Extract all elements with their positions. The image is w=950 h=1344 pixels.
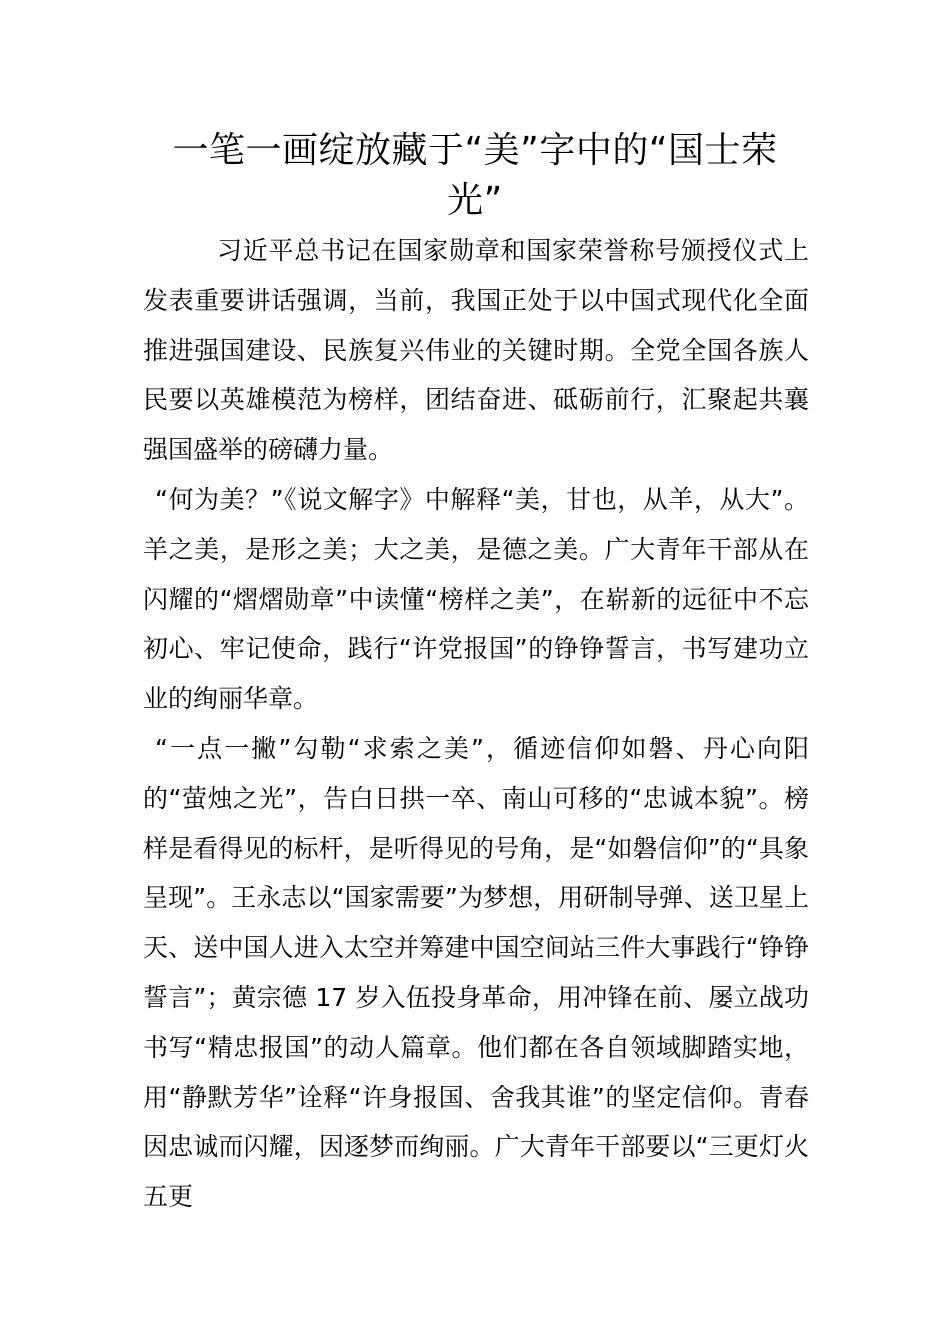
document-body bbox=[143, 226, 809, 1222]
document-title: 一笔一画绽放藏于“美”字中的“国士荣光” bbox=[172, 130, 778, 221]
paragraph-3: “一点一撇”勾勒“求索之美”，循迹信仰如磐、丹心向阳的“萤烛之光”，告白日拱一卒、南山可移的“忠诚本貌”。榜样是看得见的标杆，是听得见的号角，是“如磐信仰”的“具象呈现”。王永志以“国家需要”为梦想，用研制导弹、送卫星上天、送中国人进入太空并筹建中国空间站三件大事践行“铮铮誓言”；黄宗德 17 岁入伍投身革命，用冲锋在前、屡立战功书写“精忠报国”的动人篇章。他们都在各自领域脚踏实地，用“静默芳华”诠释“许身报国、舍我其谁”的坚定信仰。青春因忠诚而闪耀，因逐梦而绚丽。广大青年干部要以“三更灯火五更 bbox=[143, 733, 809, 1212]
paragraph-2: “何为美？”《说文解字》中解释“美，甘也，从羊，从大”。羊之美，是形之美；大之美，是德之美。广大青年干部从在闪耀的“熠熠勋章”中读懂“榜样之美”，在崭新的远征中不忘初心、牢记使命，践行“许党报国”的铮铮誓言，书写建功立业的绚丽华章。 bbox=[143, 484, 809, 714]
paragraph-1: 习近平总书记在国家勋章和国家荣誉称号颁授仪式上发表重要讲话强调，当前，我国正处于以中国式现代化全面推进强国建设、民族复兴伟业的关键时期。全党全国各族人民要以英雄模范为榜样，团结奋进、砥砺前行，汇聚起共襄强国盛举的磅礴力量。 bbox=[143, 236, 809, 465]
